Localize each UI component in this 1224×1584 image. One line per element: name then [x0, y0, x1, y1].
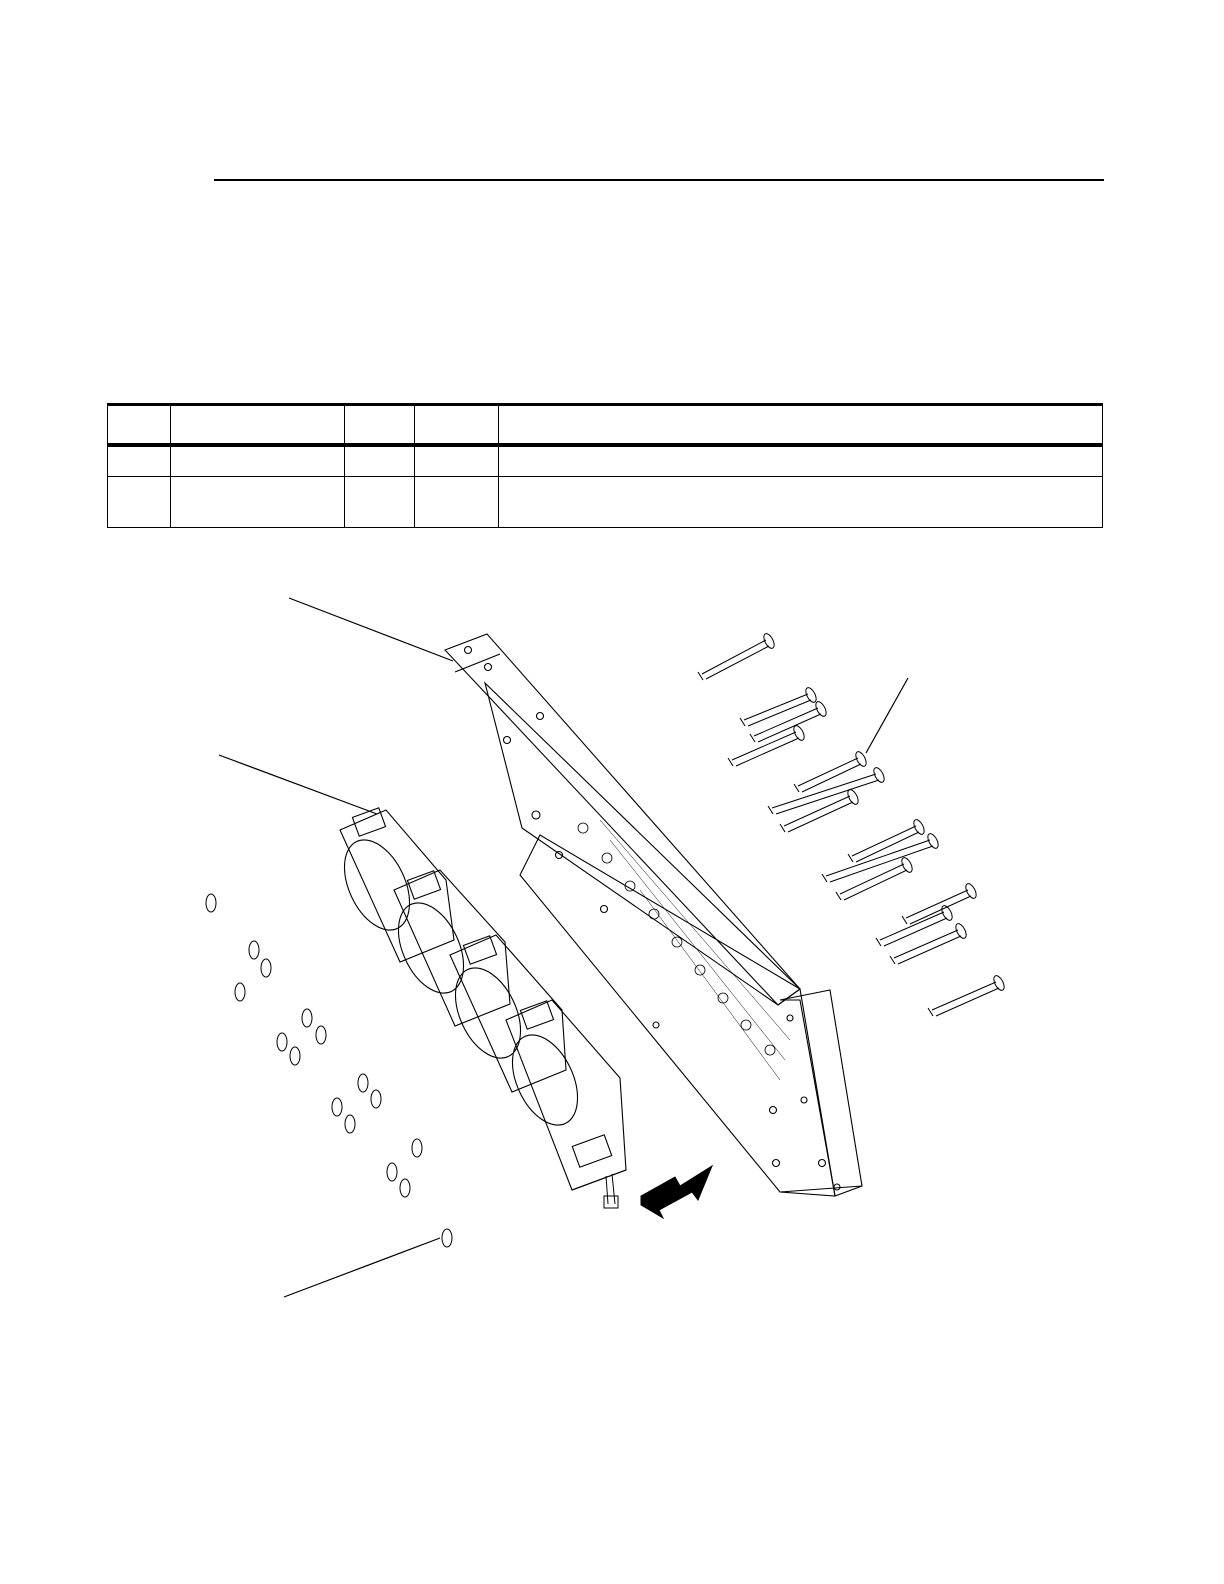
mounting-hole	[819, 1160, 826, 1167]
fan-unit	[442, 935, 566, 1092]
table-cell	[108, 445, 171, 477]
push-rivet	[780, 788, 860, 832]
bracket-top-flange	[445, 634, 800, 1005]
fan-array-edge	[572, 1170, 626, 1190]
grommet	[371, 1090, 381, 1108]
grommet	[358, 1074, 368, 1092]
grommet	[412, 1139, 422, 1157]
table-header-row	[108, 405, 1103, 446]
grommet	[277, 1033, 287, 1051]
leader-line-grommet	[284, 1238, 440, 1297]
fan-unit	[331, 808, 454, 962]
push-rivet	[698, 632, 776, 680]
mounting-hole	[787, 1015, 793, 1021]
table-cell	[499, 477, 1103, 528]
table-cell	[171, 477, 345, 528]
fan-housing	[450, 935, 566, 1092]
push-rivets	[698, 632, 1006, 1016]
col-header-index	[108, 405, 171, 446]
mounting-hole	[485, 664, 492, 671]
fan-corner-tab	[572, 1135, 611, 1167]
table-cell	[171, 445, 345, 477]
vent-opening	[602, 853, 612, 863]
fan-housing	[506, 1000, 626, 1190]
fan-connector-cable	[604, 1174, 618, 1208]
push-rivet	[750, 700, 828, 742]
vent-opening	[765, 1045, 775, 1055]
fan-corner-tab	[520, 1001, 553, 1029]
push-rivet	[890, 922, 968, 964]
fan-tray-bracket	[445, 634, 862, 1196]
bracket-ribbing	[600, 820, 790, 1080]
table-cell	[345, 477, 415, 528]
fan-unit	[499, 1000, 626, 1190]
mounting-hole	[465, 647, 472, 654]
table-cell	[415, 445, 499, 477]
col-header-quantity	[415, 405, 499, 446]
insertion-direction-arrow	[641, 1166, 712, 1218]
bracket-edge	[455, 654, 500, 672]
grommet	[345, 1115, 355, 1133]
push-rivet	[928, 974, 1006, 1016]
mounting-hole	[504, 737, 511, 744]
col-header-units	[345, 405, 415, 446]
mounting-hole	[653, 1022, 659, 1028]
grommet	[302, 1009, 312, 1027]
leader-line-bracket	[289, 598, 453, 661]
vent-opening	[578, 823, 588, 833]
header-rule	[214, 179, 1104, 181]
parts-table	[107, 403, 1103, 528]
col-header-part-number	[171, 405, 345, 446]
fan-impeller	[385, 893, 476, 1004]
leader-line-rivets	[866, 678, 908, 753]
push-rivet	[836, 856, 914, 900]
table-cell	[345, 445, 415, 477]
grommet	[235, 983, 245, 1001]
grommet	[332, 1098, 342, 1116]
vent-opening	[672, 937, 682, 947]
grommet	[290, 1047, 300, 1065]
rubber-grommets	[206, 894, 452, 1247]
table-cell	[108, 477, 171, 528]
grommet	[400, 1179, 410, 1197]
push-rivet	[848, 818, 926, 862]
table-cell	[415, 477, 499, 528]
fan-corner-tab	[407, 871, 440, 899]
grommet	[206, 894, 216, 912]
mounting-hole	[770, 1107, 777, 1114]
bracket-end-flange	[780, 990, 862, 1196]
push-rivet	[876, 904, 954, 946]
mounting-hole	[537, 713, 544, 720]
col-header-description	[499, 405, 1103, 446]
push-rivet	[902, 882, 978, 924]
bracket-back-wall	[485, 683, 800, 1005]
table-row	[108, 477, 1103, 528]
bracket-vent-openings	[578, 823, 775, 1055]
grommet	[249, 941, 259, 959]
exploded-assembly-drawing	[0, 560, 1224, 1320]
mounting-hole	[773, 1160, 780, 1167]
push-rivet	[794, 750, 868, 792]
leader-line-fan-array	[219, 755, 377, 814]
table-cell	[499, 445, 1103, 477]
fan-connector	[604, 1196, 618, 1208]
fan-housing	[394, 870, 510, 1026]
mounting-hole	[532, 811, 540, 819]
grommet	[316, 1026, 326, 1044]
mounting-hole	[834, 1184, 840, 1190]
grommet	[387, 1163, 397, 1181]
fan-impeller	[499, 1025, 590, 1136]
vent-opening	[741, 1020, 751, 1030]
grommet	[261, 959, 271, 977]
fan-corner-tab	[463, 936, 496, 964]
fan-housing	[340, 810, 454, 962]
mounting-hole	[601, 906, 608, 913]
mounting-hole	[801, 1097, 807, 1103]
table-row	[108, 445, 1103, 477]
fan-array	[331, 808, 626, 1208]
grommet	[442, 1229, 452, 1247]
